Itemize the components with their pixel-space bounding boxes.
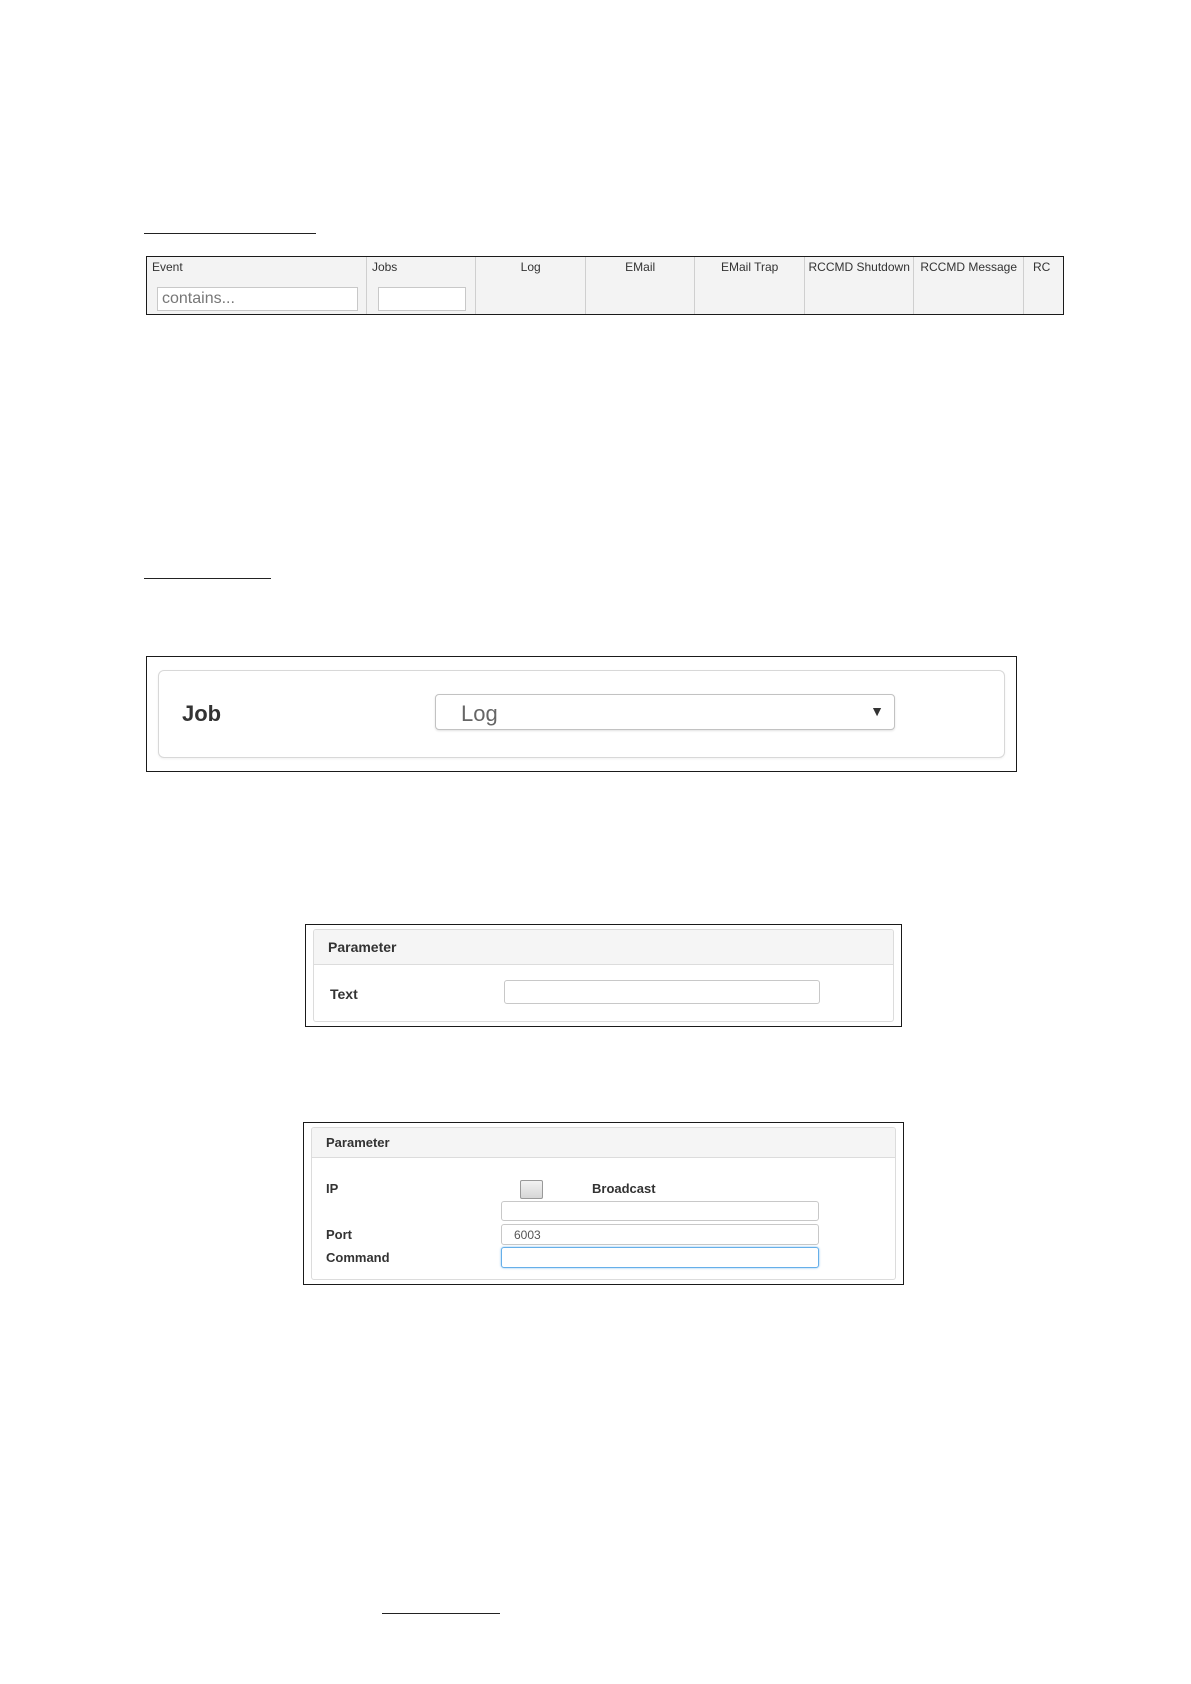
log-parameter-header: Parameter — [314, 930, 893, 965]
text-input[interactable] — [504, 980, 820, 1004]
rccmd-parameter-panel — [303, 1122, 904, 1285]
column-log[interactable] — [476, 257, 586, 314]
ip-input[interactable] — [501, 1201, 819, 1221]
job-select-value: Log — [461, 701, 498, 726]
log-parameter-panel-inner — [313, 929, 894, 1022]
log-parameter-panel — [305, 924, 902, 1027]
event-table-header — [146, 256, 1064, 315]
column-event — [147, 257, 367, 314]
rccmd-parameter-header: Parameter — [312, 1128, 895, 1158]
broadcast-label: Broadcast — [592, 1181, 656, 1196]
column-email[interactable] — [586, 257, 696, 314]
job-select[interactable] — [435, 694, 895, 730]
event-filter-input[interactable] — [157, 287, 358, 311]
column-rc-label: RC — [1032, 260, 1051, 274]
broadcast-checkbox[interactable] — [520, 1180, 543, 1199]
column-rccmd-shutdown[interactable] — [805, 257, 915, 314]
job-panel — [146, 656, 1017, 772]
job-label: Job — [182, 701, 222, 726]
column-jobs — [367, 257, 477, 314]
column-rccmd-message-label: RCCMD Message — [920, 260, 1018, 274]
job-panel-inner — [158, 670, 1005, 758]
command-input[interactable] — [501, 1247, 819, 1268]
column-rccmd-message[interactable] — [914, 257, 1024, 314]
column-email-trap[interactable] — [695, 257, 805, 314]
command-label: Command — [326, 1250, 390, 1265]
column-rccmd-shutdown-label: RCCMD Shutdown — [808, 260, 910, 274]
dropdown-arrow-icon: ▼ — [870, 703, 884, 719]
rccmd-parameter-panel-inner — [311, 1127, 896, 1280]
ip-label: IP — [326, 1181, 339, 1196]
section-underline-1 — [144, 233, 316, 234]
column-email-label: EMail — [625, 260, 656, 274]
column-jobs-label: Jobs — [371, 260, 398, 274]
jobs-filter-input[interactable] — [378, 287, 466, 311]
column-rc-truncated[interactable] — [1024, 257, 1063, 314]
port-input[interactable] — [501, 1224, 819, 1245]
text-label: Text — [330, 986, 358, 1002]
column-log-label: Log — [520, 260, 541, 274]
column-event-label: Event — [152, 260, 183, 274]
section-underline-2 — [144, 578, 271, 579]
section-underline-3 — [382, 1613, 500, 1614]
port-label: Port — [326, 1227, 352, 1242]
column-email-trap-label: EMail Trap — [721, 260, 779, 274]
